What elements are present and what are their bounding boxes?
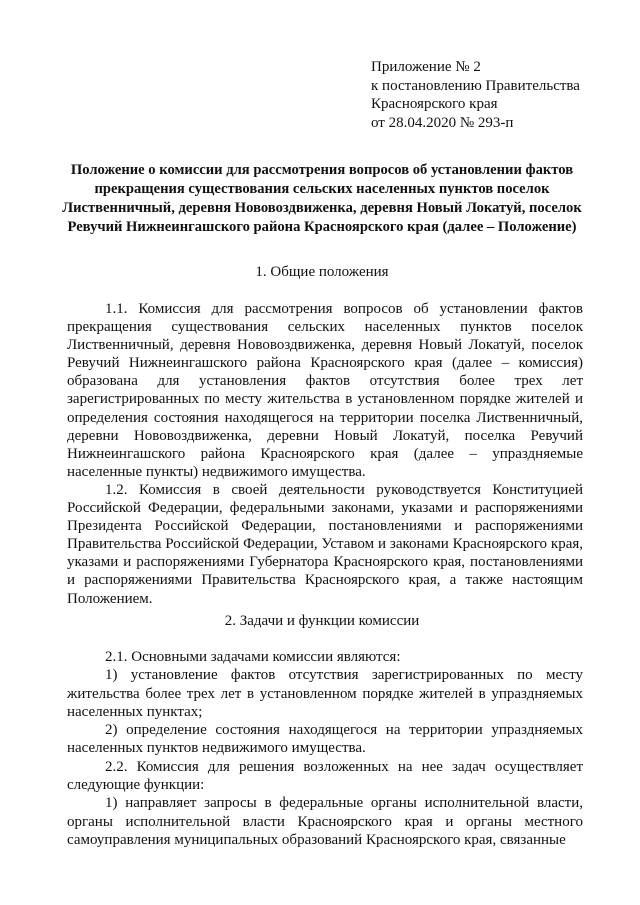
section-2-heading: 2. Задачи и функции комиссии	[224, 613, 420, 629]
appendix-region: Красноярского края	[371, 96, 498, 112]
paragraph-1-1: 1.1. Комиссия для рассмотрения вопросов об установлении фактов прекращения существования сельских населенных пунктов поселок Лиственничный, деревня Нововоздвиженка, деревня Новый Локатуй, поселок Ревучий Нижнеингашского района Красноярского края (далее – комиссия) образована для установления фактов отсутствия более трех лет зарегистрированных по месту жительства в установленном порядке жителей и определения состояния находящегося на территории поселка Лиственничный, деревни Нововоздвиженка, деревни Новый Локатуй, поселка Ревучий Нижнеингашского района Красноярского края (далее – упраздняемые населенные пункты) недвижимого имущества.	[67, 301, 583, 480]
document-title: Положение о комиссии для рассмотрения вопросов об установлении фактов прекращения существования сельских населенных пунктов поселок Лиственничный, деревня Нововоздвиженка, деревня Новый Локатуй, поселок Ревучий Нижнеингашского района Красноярского края (далее – Положение)	[62, 162, 582, 235]
paragraph-2-1-item-2: 2) определение состояния находящегося на территории упраздняемых населенных пунктов недвижимого имущества.	[67, 722, 583, 757]
paragraph-2-1-item-1: 1) установление фактов отсутствия зарегистрированных по месту жительства более трех лет в установленном порядке жителей в упраздняемых населенных пунктах;	[67, 667, 583, 720]
section-1-heading: 1. Общие положения	[255, 264, 389, 280]
section-2-body	[67, 648, 583, 849]
paragraph-2-2: 2.2. Комиссия для решения возложенных на нее задач осуществляет следующие функции:	[67, 758, 583, 794]
appendix-number: Приложение № 2	[371, 59, 481, 75]
section-1-body	[67, 300, 583, 608]
appendix-header	[371, 58, 580, 132]
paragraph-1-2: 1.2. Комиссия в своей деятельности руководствуется Конституцией Российской Федерации, федеральными законами, указами и распоряжениями Президента Российской Федерации, постановлениями и распоряжениями Правительства Российской Федерации, Уставом и законами Красноярского края, указами и распоряжениями Губернатора Красноярского края, постановлениями и распоряжениями Правительства Красноярского края, а также настоящим Положением.	[67, 481, 583, 607]
paragraph-2-2-item-1: 1) направляет запросы в федеральные органы исполнительной власти, органы исполнительной власти Красноярского края и органы местного самоуправления муниципальных образований Красноярского края, связанные	[67, 795, 583, 848]
appendix-date-number: от 28.04.2020 № 293-п	[371, 114, 514, 131]
appendix-reference: к постановлению Правительства	[371, 77, 580, 94]
paragraph-2-1: 2.1. Основными задачами комиссии являются:	[105, 649, 401, 665]
